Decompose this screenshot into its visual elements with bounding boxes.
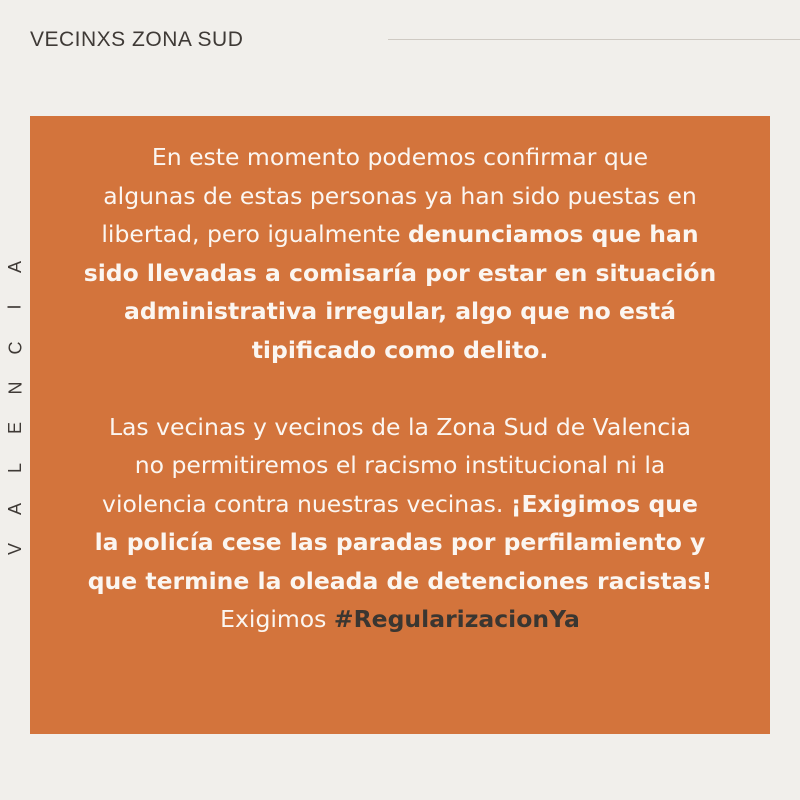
text-line (40, 215, 760, 254)
side-label-valencia (6, 258, 24, 558)
side-letter: I (4, 304, 25, 310)
side-letter: V (4, 542, 25, 555)
text-line: algunas de estas personas ya han sido puestas en (103, 181, 697, 210)
text-line: no permitiremos el racismo institucional ni la (134, 451, 666, 479)
paragraph-release-update (30, 138, 770, 369)
emphasis-line: que termine la oleada de detenciones racistas! (87, 566, 713, 595)
header-divider (388, 39, 800, 40)
emphasis-line: la policía cese las paradas por perfilamiento y (94, 528, 706, 556)
side-letter: L (4, 463, 25, 474)
hashtag-regularizacion: #RegularizacionYa (333, 605, 580, 633)
emphasis-text: denunciamos que han (408, 220, 699, 248)
emphasis-line: administrativa irregular, algo que no está (123, 297, 676, 325)
emphasis-line: sido llevadas a comisaría por estar en situación (83, 258, 717, 287)
side-letter: C (5, 341, 25, 355)
emphasis-text: ¡Exigimos que (510, 489, 698, 518)
paragraph-demands (30, 408, 770, 639)
text-segment: Exigimos (220, 605, 334, 633)
statement-panel (30, 116, 770, 734)
side-letter: A (4, 260, 25, 274)
text-line (40, 485, 760, 524)
text-line: Las vecinas y vecinos de la Zona Sud de Valencia (108, 412, 692, 441)
text-segment: libertad, pero igualmente (101, 220, 408, 248)
text-segment: violencia contra nuestras vecinas. (102, 489, 511, 518)
text-line (40, 600, 760, 639)
side-letter: N (5, 381, 25, 395)
brand-title: VECINXS ZONA SUD (30, 28, 244, 51)
text-line: En este momento podemos confirmar que (151, 143, 649, 171)
emphasis-line: tipificado como delito. (251, 335, 549, 364)
side-letter: A (4, 502, 25, 515)
statement-text (30, 138, 770, 639)
side-letter: E (4, 422, 25, 435)
